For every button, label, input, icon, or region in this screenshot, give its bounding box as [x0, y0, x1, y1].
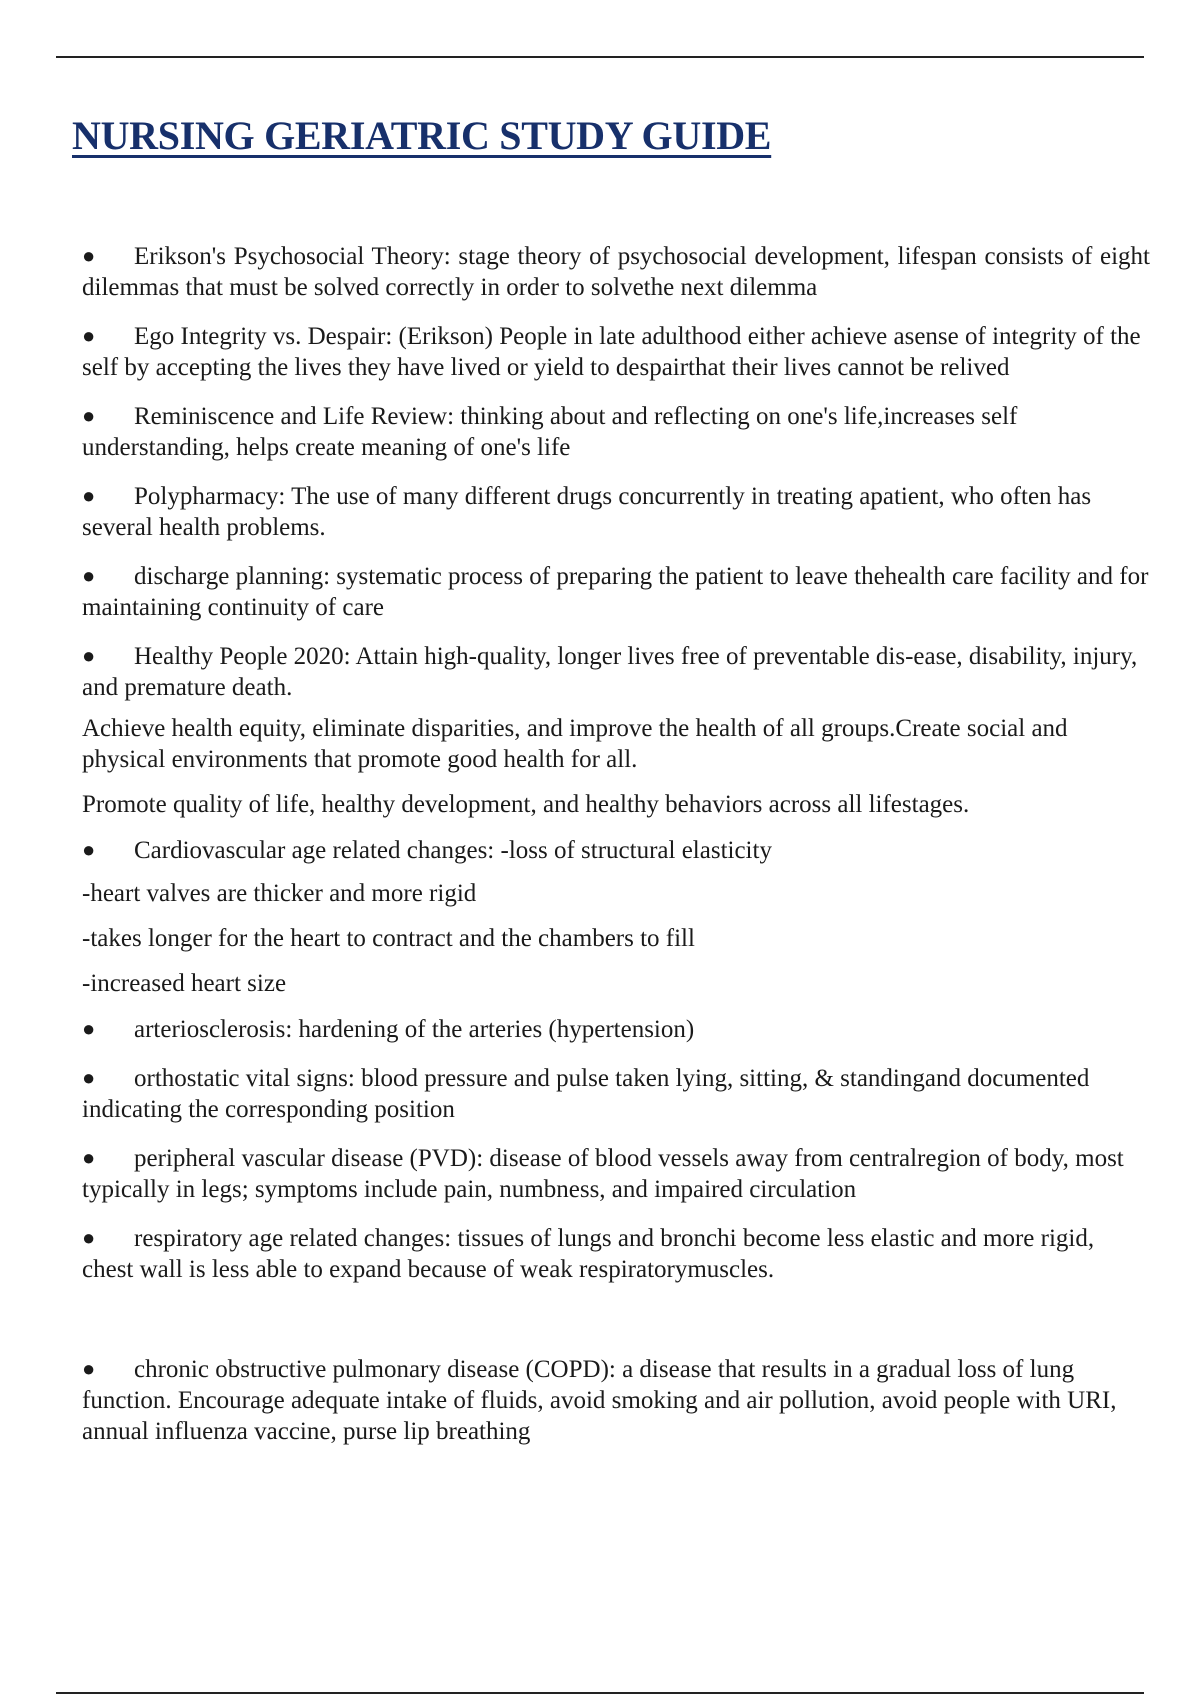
list-item-text: respiratory age related changes: tissues of lungs and bronchi become less elastic and more rigid, chest wall is less able to expand because of weak respiratorymuscles.	[82, 1225, 1095, 1283]
list-item	[82, 1353, 1150, 1447]
list-item	[82, 320, 1150, 383]
list-item-text: orthostatic vital signs: blood pressure and pulse taken lying, sitting, & standingand documented indicating the corresponding position	[82, 1065, 1090, 1123]
list-item	[82, 1062, 1150, 1125]
top-rule	[56, 56, 1144, 58]
list-item-text: arteriosclerosis: hardening of the arteries (hypertension)	[134, 1016, 695, 1043]
list-item-text: discharge planning: systematic process of preparing the patient to leave thehealth care facility and for maintaining continuity of care	[82, 563, 1149, 621]
document-body	[82, 240, 1150, 1464]
bullet-icon: ●	[82, 243, 96, 268]
list-item	[82, 834, 1150, 866]
list-item-text: Cardiovascular age related changes: -loss of structural elasticity	[134, 837, 772, 864]
bullet-icon: ●	[82, 837, 96, 862]
list-item	[82, 1013, 1150, 1045]
paragraph: Promote quality of life, healthy development, and healthy behaviors across all lifestages.	[82, 791, 970, 818]
list-item	[82, 640, 1150, 703]
paragraph: Achieve health equity, eliminate disparities, and improve the health of all groups.Create social and physical environments that promote good health for all.	[82, 715, 1068, 773]
list-item	[82, 560, 1150, 623]
bullet-icon: ●	[82, 1016, 96, 1041]
bullet-icon: ●	[82, 1225, 96, 1250]
list-item-text: Polypharmacy: The use of many different drugs concurrently in treating apatient, who often has several health problems.	[82, 483, 1092, 541]
list-item-text: Healthy People 2020: Attain high-quality, longer lives free of preventable dis-ease, disability, injury, and premature death.	[82, 643, 1138, 701]
paragraph: -takes longer for the heart to contract and the chambers to fill	[82, 925, 695, 952]
bullet-icon: ●	[82, 1145, 96, 1170]
bullet-icon: ●	[82, 643, 96, 668]
page-title: NURSING GERIATRIC STUDY GUIDE	[72, 113, 772, 158]
list-item	[82, 480, 1150, 543]
paragraph: -increased heart size	[82, 970, 287, 997]
list-item-text: Ego Integrity vs. Despair: (Erikson) People in late adulthood either achieve asense of integrity of the self by accepting the lives they have lived or yield to despairthat their lives cannot be relived	[82, 323, 1141, 381]
list-item-text: Erikson's Psychosocial Theory: stage theory of psychosocial development, lifespan consists of eight dilemmas that must be solved correctly in order to solvethe next dilemma	[82, 243, 1150, 301]
list-item	[82, 1142, 1150, 1205]
bullet-icon: ●	[82, 323, 96, 348]
bottom-rule	[56, 1692, 1144, 1694]
list-item-text: chronic obstructive pulmonary disease (COPD): a disease that results in a gradual loss of lung function. Encourage adequate intake of fluids, avoid smoking and air pollution, avoid people with URI, annual influenza vaccine, purse lip breathing	[82, 1356, 1117, 1445]
bullet-icon: ●	[82, 1356, 96, 1381]
list-item	[82, 400, 1150, 463]
bullet-icon: ●	[82, 563, 96, 588]
list-item-text: peripheral vascular disease (PVD): disease of blood vessels away from centralregion of body, most typically in legs; symptoms include pain, numbness, and impaired circulation	[82, 1145, 1124, 1203]
bullet-icon: ●	[82, 403, 96, 428]
bullet-icon: ●	[82, 483, 96, 508]
bullet-icon: ●	[82, 1065, 96, 1090]
paragraph: -heart valves are thicker and more rigid	[82, 880, 477, 907]
list-item-text: Reminiscence and Life Review: thinking about and reflecting on one's life,increases self understanding, helps create meaning of one's life	[82, 403, 1018, 461]
list-item	[82, 240, 1150, 303]
list-item	[82, 1222, 1150, 1285]
